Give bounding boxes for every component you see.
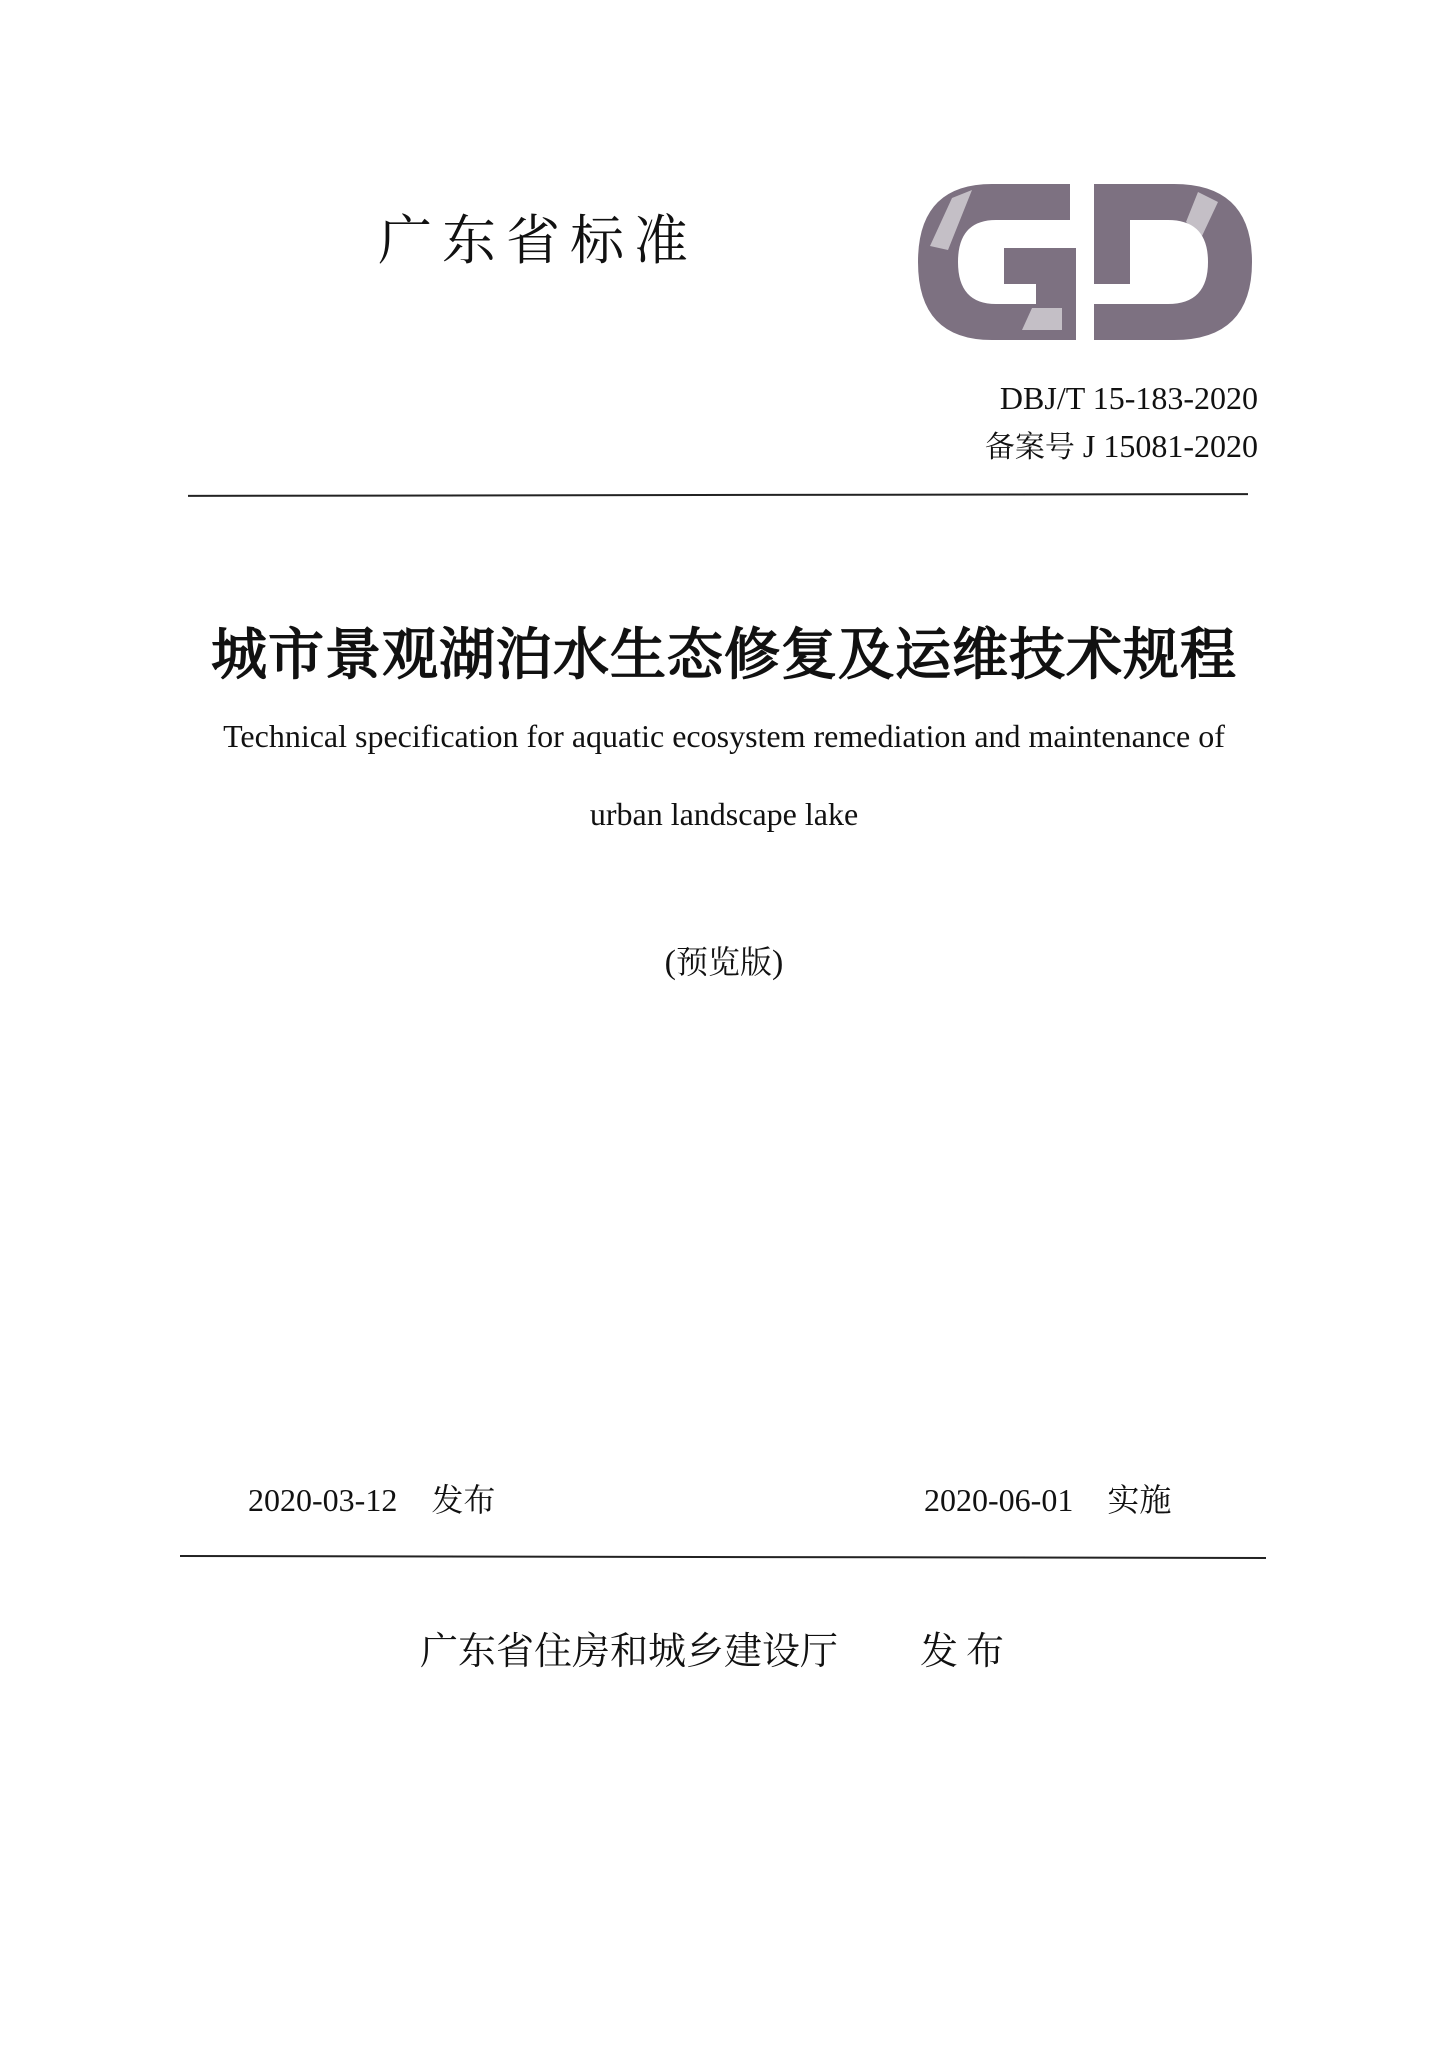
publisher-line xyxy=(420,1629,1013,1673)
gd-logo xyxy=(912,165,1258,344)
standard-code: DBJ/T 15-183-2020 xyxy=(999,380,1258,416)
publisher-name: 广东省住房和城乡建设厅 xyxy=(420,1629,839,1673)
record-code: J 15081-2020 xyxy=(1082,428,1258,464)
record-label: 备案号 xyxy=(984,430,1075,465)
english-title-line-1: Technical specification for aquatic ecosystem remediation and maintenance of xyxy=(223,718,1225,754)
edition-close-paren: ) xyxy=(772,944,784,981)
issue-label: 发布 xyxy=(431,1481,496,1519)
edition-open-paren: ( xyxy=(664,944,676,981)
footer-divider xyxy=(180,1555,1266,1559)
publish-label: 发布 xyxy=(920,1629,1013,1673)
edition-label xyxy=(0,943,1448,981)
standard-type-heading: 广东省标准 xyxy=(378,209,698,272)
chinese-title: 城市景观湖泊水生态修复及运维技术规程 xyxy=(211,623,1237,688)
issue-date-line xyxy=(248,1481,496,1519)
implement-date: 2020-06-01 xyxy=(924,1482,1074,1518)
header-divider xyxy=(188,493,1248,497)
implement-date-line xyxy=(924,1481,1172,1519)
logo-text: GD xyxy=(912,165,937,184)
issue-date: 2020-03-12 xyxy=(248,1482,398,1518)
edition-text: 预览版 xyxy=(675,943,772,981)
record-number xyxy=(985,430,1258,463)
implement-label: 实施 xyxy=(1107,1481,1172,1519)
english-title-line-2: urban landscape lake xyxy=(589,796,859,832)
